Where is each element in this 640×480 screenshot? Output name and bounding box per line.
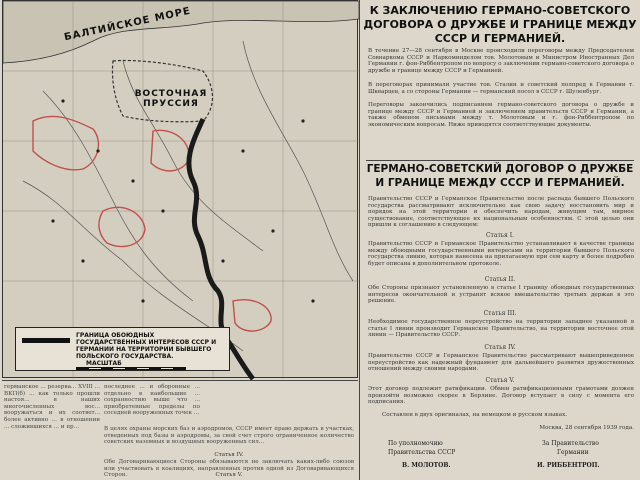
bottom-column-2: последнее ... и оборонные ... отдельно в наибольшие ... сохранностию выше что ... приобретенные пределы по соседней вооруженных точек ... bbox=[104, 384, 200, 417]
intro-paragraph-2: В переговорах принимали участие тов. Сталин и советский полпред в Германии т. Шкварцев, а со стороны Германии — германский посол в СССР г. Шуленбург. bbox=[368, 82, 634, 95]
article-2-text: Обе Стороны признают установленную в статье I границу обоюдных государственных интересов окончательной и устранят всякое вмешательство третьих держав в это решение. bbox=[368, 285, 634, 305]
article-5-text: Этот договор подлежит ратификации. Обмен ратификационными грамотами должен произойти возможно скорее в Берлине. Договор вступает в силу с момента его подписания. bbox=[368, 386, 634, 406]
signature-right-2: Германии bbox=[557, 449, 589, 456]
treaty-title: ГЕРМАНО-СОВЕТСКИЙ ДОГОВОР О ДРУЖБЕ И ГРАНИЦЕ МЕЖДУ СССР И ГЕРМАНИЕЙ. bbox=[366, 163, 634, 189]
article-3-title: Статья III. bbox=[483, 310, 517, 317]
scale-label: МАСШТАБ bbox=[86, 360, 122, 367]
scale-bar bbox=[76, 367, 186, 370]
article-headline: К ЗАКЛЮЧЕНИЮ ГЕРМАНО-СОВЕТСКОГО ДОГОВОРА О ДРУЖБЕ И ГРАНИЦЕ МЕЖДУ СССР И ГЕРМАНИЕЙ. bbox=[363, 4, 637, 45]
article-2-title: Статья II. bbox=[484, 276, 516, 283]
signature-right-3: И. РИББЕНТРОП. bbox=[537, 462, 600, 469]
signing-date: Москва, 28 сентября 1939 года. bbox=[539, 425, 634, 431]
signature-left-3: В. МОЛОТОВ. bbox=[402, 462, 451, 469]
bottom-column-3-text-1: В целях охраны морских баз и аэродромов, СССР имеет право держать в участках, отведенных под базы и аэродромы, за свой счет строго ограниченное количество советских наземных и воздушных вооруженных сил... bbox=[104, 426, 354, 446]
bottom-column-1: германское ... резерва... XVIII ... ВКП(б) ... как только прошли настоя... в наших многочисленных вос... вооружатъся и их соответ... более активно ... в отношении ... сложившихся ... и пр... bbox=[4, 384, 100, 430]
article-5-title: Статья V. bbox=[485, 377, 515, 384]
column-divider bbox=[359, 0, 360, 480]
article-5-originals: Составлен в двух оригиналах, на немецком и русском языках. bbox=[382, 412, 568, 418]
bottom-article-4-title: Статья IV. bbox=[214, 452, 244, 458]
bottom-column-3-text-2: Обе Договаривающиеся Стороны обязываются не заключать каких-либо союзов или участвовать в коалициях, направленных против одной из Договаривающихся Сторон. bbox=[104, 459, 354, 479]
article-4-title: Статья IV. bbox=[484, 344, 516, 351]
legend-line-swatch bbox=[22, 338, 70, 343]
signature-left-2: Правительства СССР bbox=[388, 449, 456, 456]
legend-text: ГРАНИЦА ОБОЮДНЫХ ГОСУДАРСТВЕННЫХ ИНТЕРЕСОВ СССР И ГЕРМАНИИ НА ТЕРРИТОРИИ БЫВШЕГО ПОЛЬСКОГО ГОСУДАРСТВА. bbox=[76, 332, 217, 360]
bottom-article-5-title: Статья V. bbox=[215, 472, 243, 478]
article-1-title: Статья I. bbox=[485, 232, 515, 239]
treaty-preamble: Правительство СССР и Германское Правительство после распада бывшего Польского государства рассматривают исключительно как свою задачу восстановить мир и порядок на этой территории и обеспечить народам, живущим там, мирное существование, соответствующее их национальным особенностям. С этой целью они пришли к соглашению в следующем: bbox=[368, 196, 634, 229]
signature-left-1: По уполномочию bbox=[388, 440, 443, 447]
map-of-poland bbox=[2, 0, 358, 378]
sea-label: БАЛТИЙСКОЕ МОРЕ bbox=[63, 5, 192, 44]
treaty-article bbox=[362, 0, 638, 480]
headline-rule bbox=[366, 160, 634, 161]
article-1-text: Правительство СССР и Германское Правительство устанавливают в качестве границы между обоюдными государственными интересами на территории бывшего Польского государства линию, которая нанесена на прилагаемую при сем карту и более подробно будет описана в дополнительном протоколе. bbox=[368, 241, 634, 267]
article-4-text: Правительство СССР и Германское Правительство рассматривают вышеприведенное переустройство как надежный фундамент для дальнейшего развития дружественных отношений между своими народами. bbox=[368, 353, 634, 373]
bottom-rule bbox=[2, 380, 358, 381]
map-drawing bbox=[3, 1, 359, 379]
signature-right-1: За Правительство bbox=[542, 440, 599, 447]
map-legend bbox=[15, 327, 230, 371]
intro-paragraph-1: В течение 27—28 сентября в Москве происходили переговоры между Председателем Совнаркома СССР и Наркоминделом тов. Молотовым и Министром Иностранных Дел Германии г. фон-Риббентропом по вопросу о заключении германо-советского договора о дружбе и границе между СССР и Германией. bbox=[368, 48, 634, 74]
region-label: ВОСТОЧНАЯ ПРУССИЯ bbox=[134, 89, 208, 109]
article-3-text: Необходимое государственное переустройство на территории западнее указанной в статье I линии производит Германское Правительство, на территории восточнее этой линии — Правительство СССР. bbox=[368, 319, 634, 339]
intro-paragraph-3: Переговоры закончились подписанием германо-советского договора о дружбе и границе между СССР и Германией и заключением правительств СССР и Германии, а также обменом письмами между т. Молотовым и г. фон-Риббентропом по экономическим вопросам. Ниже приводятся соответствующие документы. bbox=[368, 102, 634, 128]
